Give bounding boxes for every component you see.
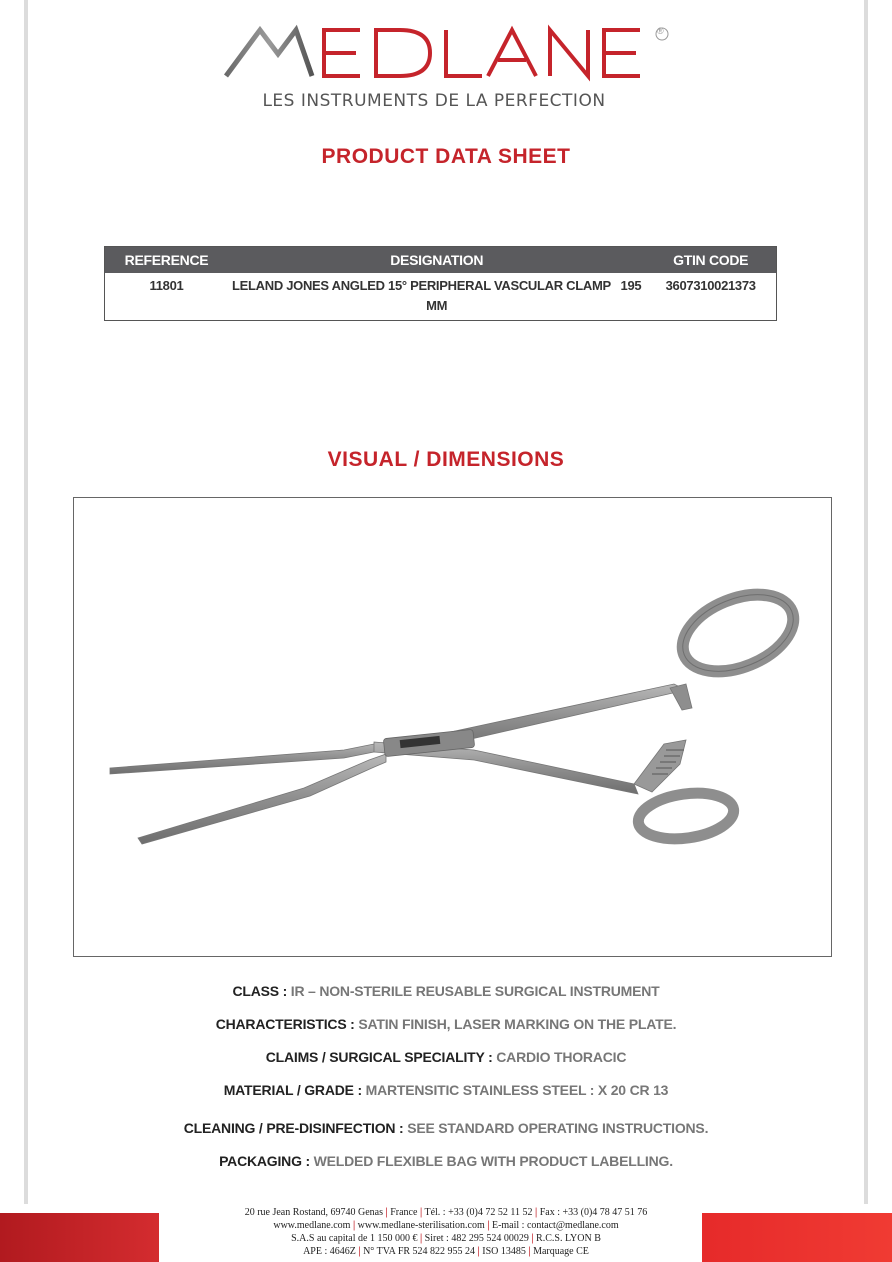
footer-siret: Siret : 482 295 524 00029: [424, 1233, 529, 1244]
table-header-row: [105, 247, 777, 274]
cell-gtin: 3607310021373: [665, 278, 756, 293]
product-table: [104, 246, 777, 321]
designation-line-1: LELAND JONES ANGLED 15° PERIPHERAL VASCULAR CLAMP 195: [232, 278, 642, 293]
footer-ape: APE : 4646Z: [303, 1246, 356, 1257]
visual-dimensions-title: VISUAL / DIMENSIONS: [327, 448, 565, 471]
spec-class: CLASS : IR – NON-STERILE REUSABLE SURGICAL INSTRUMENT: [232, 983, 660, 999]
footer-capital: S.A.S au capital de 1 150 000 €: [291, 1233, 418, 1244]
footer-sterilisation-link[interactable]: www.medlane-sterilisation.com: [357, 1220, 485, 1231]
footer-address: 20 rue Jean Rostand, 69740 Genas: [244, 1207, 384, 1218]
header-reference: REFERENCE: [105, 247, 229, 274]
spec-material: MATERIAL / GRADE : MARTENSITIC STAINLESS STEEL : X 20 CR 13: [223, 1082, 669, 1098]
table-row: [105, 273, 777, 321]
footer-line-3: S.A.S au capital de 1 150 000 € | Siret : 482 295 524 00029 | R.C.S. LYON B: [291, 1233, 601, 1244]
spec-value: SEE STANDARD OPERATING INSTRUCTIONS.: [407, 1120, 709, 1136]
product-image-frame: [73, 497, 832, 957]
spec-characteristics: CHARACTERISTICS : SATIN FINISH, LASER MARKING ON THE PLATE.: [215, 1016, 677, 1032]
spec-value: WELDED FLEXIBLE BAG WITH PRODUCT LABELLING.: [313, 1153, 673, 1169]
designation-line-2: MM: [426, 298, 448, 313]
medlane-wordmark: [220, 24, 680, 86]
spec-label: PACKAGING: [219, 1153, 302, 1169]
footer-line-2: www.medlane.com | www.medlane-sterilisation.com | E-mail : contact@medlane.com: [273, 1220, 619, 1231]
footer-line-1: 20 rue Jean Rostand, 69740 Genas | France | Tél. : +33 (0)4 72 52 11 52 | Fax : +33 (0)4 78 47 51 76: [244, 1207, 648, 1218]
spec-value: SATIN FINISH, LASER MARKING ON THE PLATE.: [358, 1016, 677, 1032]
spec-value: CARDIO THORACIC: [496, 1049, 627, 1065]
footer-fax: Fax : +33 (0)4 78 47 51 76: [539, 1207, 648, 1218]
footer-website-link[interactable]: www.medlane.com: [273, 1220, 351, 1231]
registered-mark: ®: [657, 26, 664, 36]
spec-label: MATERIAL / GRADE: [223, 1082, 354, 1098]
spec-label: CLAIMS / SURGICAL SPECIALITY: [265, 1049, 485, 1065]
header-designation: DESIGNATION: [228, 247, 645, 274]
footer-tel: Tél. : +33 (0)4 72 52 11 52: [424, 1207, 533, 1218]
spec-cleaning: CLEANING / PRE-DISINFECTION : SEE STANDARD OPERATING INSTRUCTIONS.: [183, 1120, 709, 1136]
spec-label: CHARACTERISTICS: [215, 1016, 347, 1032]
footer-email[interactable]: E-mail : contact@medlane.com: [491, 1220, 619, 1231]
footer-country: France: [390, 1207, 418, 1218]
spec-value: MARTENSITIC STAINLESS STEEL : X 20 CR 13: [365, 1082, 669, 1098]
product-data-sheet-title: PRODUCT DATA SHEET: [321, 145, 571, 168]
spec-label: CLASS: [232, 983, 279, 999]
spec-label: CLEANING / PRE-DISINFECTION: [183, 1120, 396, 1136]
footer-line-4: APE : 4646Z | N° TVA FR 524 822 955 24 | ISO 13485 | Marquage CE: [303, 1246, 589, 1257]
footer-rcs: R.C.S. LYON B: [536, 1233, 601, 1244]
footer-tva: N° TVA FR 524 822 955 24: [363, 1246, 476, 1257]
footer: [0, 1206, 892, 1258]
tagline: LES INSTRUMENTS DE LA PERFECTION: [262, 91, 606, 111]
footer-ce: Marquage CE: [533, 1246, 589, 1257]
spec-value: IR – NON-STERILE REUSABLE SURGICAL INSTRUMENT: [290, 983, 660, 999]
header-gtin: GTIN CODE: [645, 247, 776, 274]
cell-designation: [228, 273, 645, 321]
spec-claims: CLAIMS / SURGICAL SPECIALITY : CARDIO THORACIC: [265, 1049, 627, 1065]
cell-reference: 11801: [149, 278, 184, 293]
spec-packaging: PACKAGING : WELDED FLEXIBLE BAG WITH PRODUCT LABELLING.: [219, 1153, 673, 1169]
footer-iso: ISO 13485: [482, 1246, 526, 1257]
vascular-clamp-image: [74, 498, 831, 956]
